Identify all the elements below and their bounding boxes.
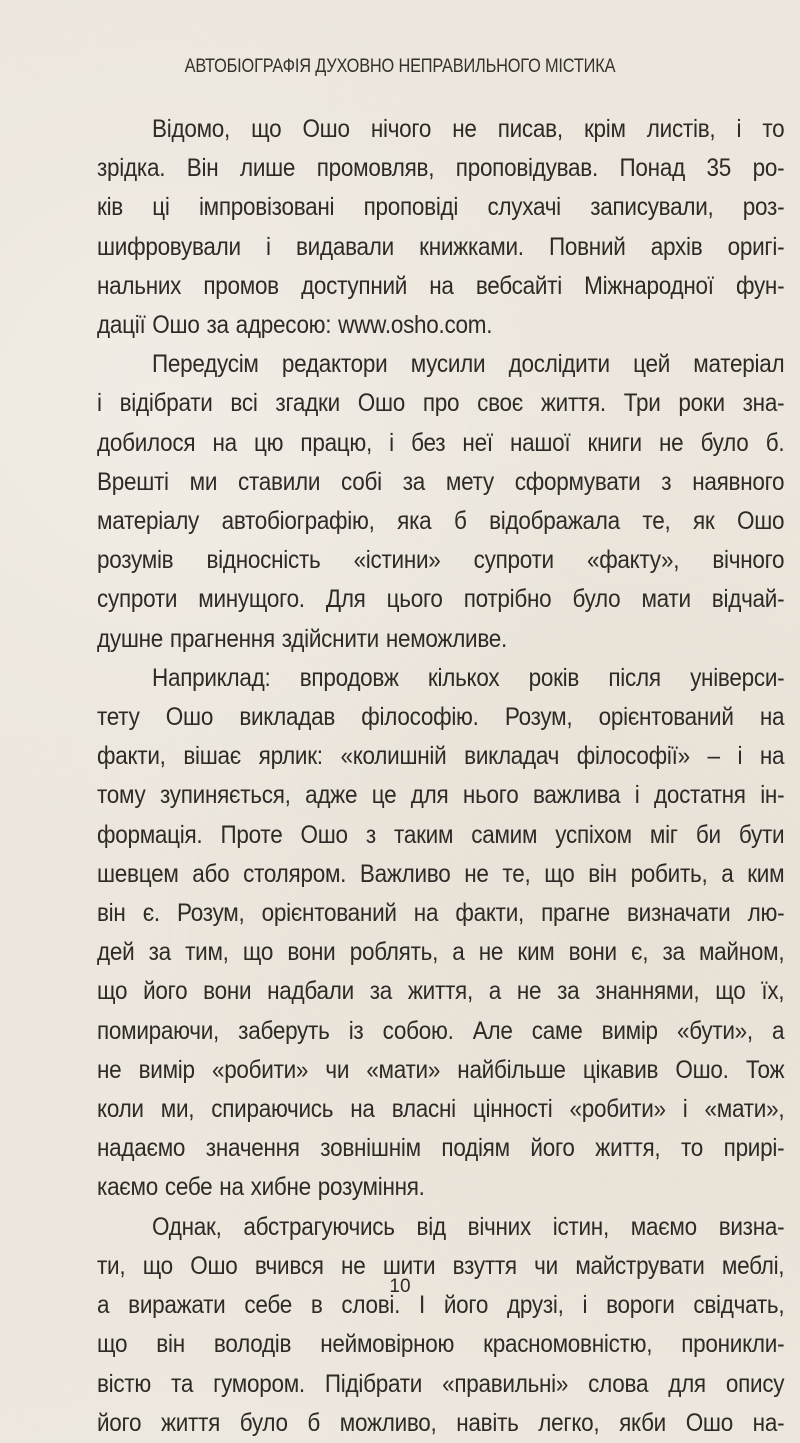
paragraph-4 — [97, 1208, 785, 1443]
paragraph-3 — [97, 659, 785, 1208]
text-line: і відібрати всі згадки Ошо про своє життя. Три роки зна- — [97, 389, 785, 418]
text-line: Однак, абстрагуючись від вічних істин, маємо визна- — [152, 1212, 785, 1241]
text-line: тому зупиняється, адже це для нього важлива і достатня ін- — [97, 781, 785, 810]
text-line: не вимір «робити» чи «мати» найбільше цікавив Ошо. Тож — [97, 1055, 785, 1084]
paragraph-1 — [97, 110, 785, 345]
text-line: нальних промов доступний на вебсайті Міжнародної фун- — [97, 271, 785, 300]
text-line: матеріалу автобіографію, яка б відображала те, як Ошо — [97, 507, 785, 536]
text-line: Передусім редактори мусили дослідити цей матеріал — [152, 350, 785, 379]
text-line: зрідка. Він лише промовляв, проповідував. Понад 35 ро- — [97, 154, 785, 183]
text-line: дації Ошо за адресою: www.osho.com. — [97, 311, 493, 340]
text-line: шифровували і видавали книжками. Повний архів оригі- — [97, 232, 785, 261]
text-line: тету Ошо викладав філософію. Розум, орієнтований на — [97, 703, 785, 732]
text-line: шевцем або столяром. Важливо не те, що він робить, а ким — [97, 859, 785, 888]
page-number: 10 — [389, 1276, 411, 1297]
text-line: вістю та гумором. Підібрати «правильні» слова для опису — [97, 1369, 785, 1398]
running-header: АВТОБІОГРАФІЯ ДУХОВНО НЕПРАВИЛЬНОГО МІСТИКА — [184, 56, 616, 77]
text-line: що його вони надбали за життя, а не за знаннями, що їх, — [97, 977, 785, 1006]
text-line: помираючи, заберуть із собою. Але саме вимір «бути», а — [97, 1016, 785, 1045]
text-line: Наприклад: впродовж кількох років після універси- — [152, 663, 785, 692]
text-line: факти, вішає ярлик: «колишній викладач філософії» – і на — [97, 742, 785, 771]
text-line: Врешті ми ставили собі за мету сформувати з наявного — [97, 467, 785, 496]
text-line: формація. Проте Ошо з таким самим успіхом міг би бути — [97, 820, 785, 849]
text-line: ти, що Ошо вчився не шити взуття чи майструвати меблі, — [97, 1251, 785, 1280]
text-line: він є. Розум, орієнтований на факти, прагне визначати лю- — [97, 899, 785, 928]
text-line: каємо себе на хибне розуміння. — [97, 1173, 425, 1202]
text-line: Відомо, що Ошо нічого не писав, крім листів, і то — [152, 115, 785, 143]
text-line: надаємо значення зовнішнім подіям його життя, то прирі- — [97, 1134, 785, 1163]
text-line: його життя було б можливо, навіть легко, якби Ошо на- — [97, 1408, 785, 1437]
text-line: дей за тим, що вони роблять, а не ким вони є, за майном, — [97, 938, 785, 967]
text-line: розумів відносність «істини» супроти «факту», вічного — [97, 546, 785, 575]
text-line: ків ці імпровізовані проповіді слухачі записували, роз- — [97, 193, 785, 222]
text-line: супроти минущого. Для цього потрібно було мати відчай- — [97, 585, 785, 614]
paragraph-2 — [97, 345, 785, 659]
text-line: душне прагнення здійснити неможливе. — [97, 624, 508, 653]
text-line: добилося на цю працю, і без неї нашої книги не було б. — [97, 428, 785, 457]
text-line: коли ми, спираючись на власні цінності «робити» і «мати», — [97, 1095, 785, 1124]
text-line: що він володів неймовірною красномовністю, проникли- — [97, 1330, 785, 1359]
body-text — [97, 110, 785, 1443]
text-line: а виражати себе в слові. І його друзі, і вороги свідчать, — [97, 1291, 785, 1320]
